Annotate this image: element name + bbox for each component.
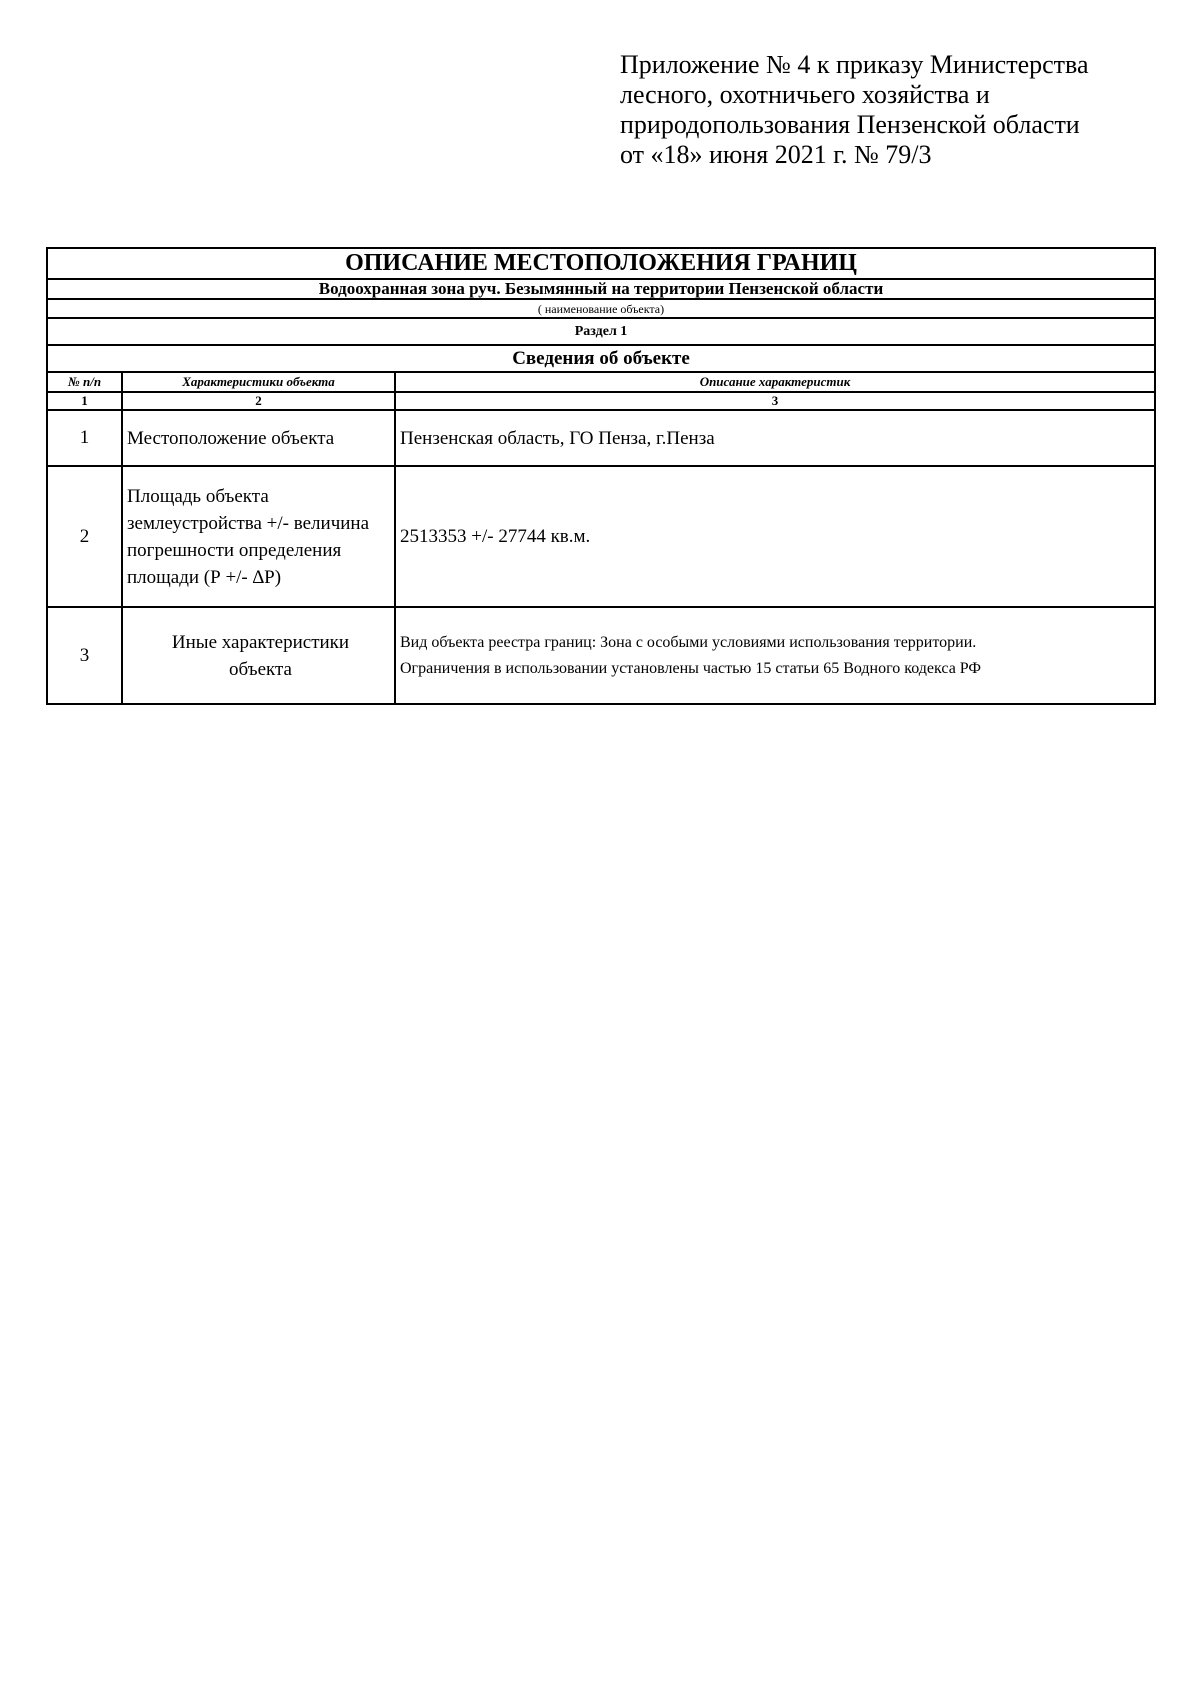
column-header: № п/п [47, 372, 122, 392]
row-description: 2513353 +/- 27744 кв.м. [395, 466, 1155, 607]
object-name-caption: ( наименование объекта) [47, 299, 1155, 318]
row-characteristic [122, 607, 395, 704]
table-row [47, 410, 1155, 466]
characteristic-line: Иные характеристики [171, 631, 350, 653]
object-name: Водоохранная зона руч. Безымянный на территории Пензенской области [47, 279, 1155, 299]
description-line: Вид объекта реестра границ: Зона с особыми условиями использования территории. [400, 633, 977, 651]
section-title: Сведения об объекте [47, 345, 1155, 372]
row-characteristic [122, 466, 395, 607]
appendix-line: природопользования Пензенской области [620, 110, 1080, 139]
column-number: 1 [47, 392, 122, 410]
table-row [47, 466, 1155, 607]
table-row [47, 607, 1155, 704]
characteristic-line: Площадь объекта [127, 485, 269, 507]
section-label: Раздел 1 [47, 318, 1155, 345]
column-number: 2 [122, 392, 395, 410]
column-number: 3 [395, 392, 1155, 410]
characteristic-line: погрешности определения [127, 539, 342, 561]
characteristic-line: объекта [229, 658, 292, 680]
appendix-header [620, 50, 1180, 170]
row-description: Пензенская область, ГО Пенза, г.Пенза [395, 410, 1155, 466]
column-header: Характеристики объекта [122, 372, 395, 392]
characteristic-line: площади (Р +/- ∆Р) [127, 566, 282, 588]
document-title: ОПИСАНИЕ МЕСТОПОЛОЖЕНИЯ ГРАНИЦ [47, 248, 1155, 279]
description-line: Ограничения в использовании установлены частью 15 статьи 65 Водного кодекса РФ [400, 659, 982, 677]
column-header: Описание характеристик [395, 372, 1155, 392]
row-number: 1 [47, 410, 122, 466]
appendix-line: лесного, охотничьего хозяйства и [620, 80, 990, 109]
appendix-line: от «18» июня 2021 г. № 79/3 [620, 140, 932, 169]
characteristic-line: землеустройства +/- величина [127, 512, 370, 534]
boundary-description-table [46, 247, 1156, 705]
row-characteristic: Местоположение объекта [122, 410, 395, 466]
row-number: 3 [47, 607, 122, 704]
row-number: 2 [47, 466, 122, 607]
appendix-line: Приложение № 4 к приказу Министерства [620, 50, 1089, 79]
row-description [395, 607, 1155, 704]
